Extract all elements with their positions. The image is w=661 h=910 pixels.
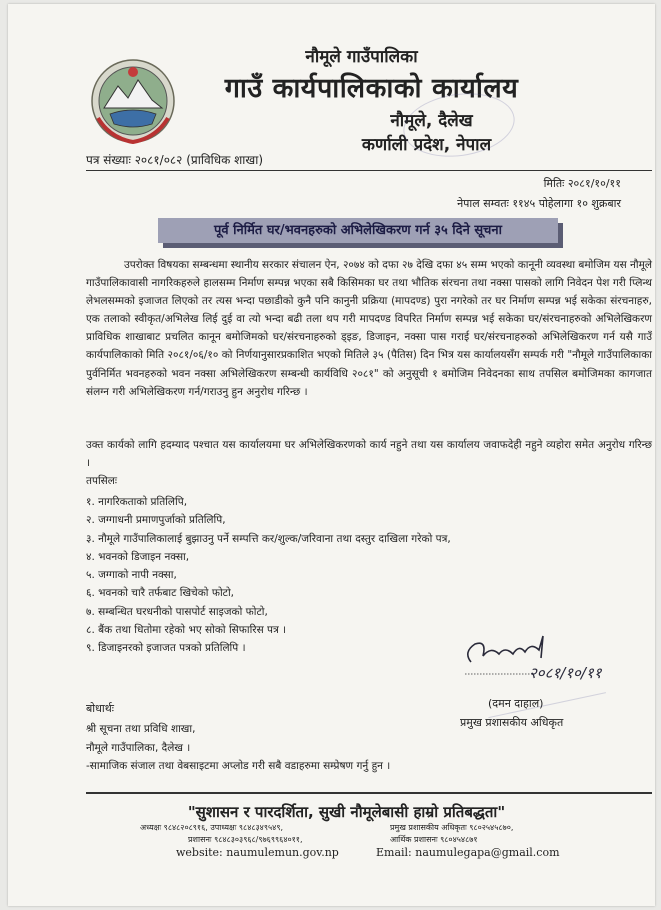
- body-paragraph-1: उपरोक्त विषयका सम्बन्धमा स्थानीय सरकार संचालन ऐन, २०७४ को दफा २७ देखि दफा ४५ सम्म भएको कानूनी व्यवस्था बमोजिम यस नौमूले गाउँपालिकावासी नागरिकहरुले हालसम्म निर्माण सम्पन्न भएका सबै किसिमका घर तथा भौतिक संरचना तथा नक्सा पासको लागि निवेदन पेश गरी प्लिन्थ लेभलसम्मको इजाजत लिएको तर त्यस भन्दा पछाडीको कुनै पनि कानुनी प्रक्रिया (मापदण्ड) पुरा नगरेको तर घर निर्माण सम्पन्न भई सकेका संरचनाहरु, एक तलाको स्वीकृत/अभिलेख लिई दुई वा त्यो भन्दा बढी तला थप गरी मापदण्ड विपरित निर्माण सम्पन्न भई सकेका घर/संरचनाहरुको अभिलेखिकरण प्राविधिक शाखाबाट प्रचलित कानून बमोजिमको घर/संरचनाहरुको ड्इङ, डिजाइन, नक्सा पास गराई घर/संरचनाहरुको अभिलेखिकरण गर्न यसै गाउँ कार्यपालिकाको मिति २०८१/०६/१० को निर्णयानुसारप्रकाशित भएको मितिले ३५ (पैतिस) दिन भित्र यस कार्यालयसँग सम्पर्क गरी "नौमूले गाउँपालिकाका पुर्वनिर्मित भवनहरुको भवन नक्सा अभिलेखिकरण सम्बन्धी कार्यविधि २०८१" को अनुसूची १ बमोजिम निवेदनका साथ तपसिल बमोजिमका कागजात संलग्न गरी अभिलेखिकरण गर्न/गराउनु हुन अनुरोध गरिन्छ ।: [86, 259, 652, 398]
- signature-date: २०८१/१०/११: [529, 664, 602, 682]
- email-link[interactable]: Email: naumulegapa@gmail.com: [376, 846, 560, 859]
- municipality-name: नौमूले गाउँपालिका: [305, 47, 418, 67]
- office-title: गाउँ कार्यपालिकाको कार्यालय: [224, 73, 519, 104]
- contact-left-2: प्रशासनः ९८४८३०३९६८/९७६९९६४०११,: [188, 835, 303, 844]
- signatory-title: प्रमुख प्रशासकीय अधिकृत: [460, 716, 564, 729]
- footer-motto: "सुशासन र पारदर्शिता, सुखी नौमूलेबासी हाम्रो प्रतिबद्धता": [187, 803, 506, 821]
- contact-right-1: प्रमुख प्रशासकीय अधिकृतः ९८०२५४५८७०,: [390, 823, 514, 832]
- website-link[interactable]: website: naumulemun.gov.np: [176, 846, 339, 859]
- list-item: नौमूले गाउँपालिका, दैलेख ।: [86, 741, 191, 754]
- list-item: ५. जग्गाको नापी नक्सा,: [86, 569, 177, 582]
- letter-date: मितिः २०८१/१०/११: [543, 177, 621, 190]
- signatory-name: (दमन दाहाल): [488, 697, 544, 710]
- list-item: ४. भवनको डिजाइन नक्सा,: [86, 550, 190, 563]
- contact-right-2: आर्थिक प्रशासनः ९८०४५४८७१: [390, 835, 478, 844]
- list-item: श्री सूचना तथा प्रविधि शाखा,: [86, 723, 196, 735]
- footer-divider: [86, 792, 652, 794]
- header-divider: [86, 170, 652, 171]
- bodharth-label: बोधार्थः: [86, 702, 114, 715]
- required-documents-list: [86, 493, 451, 658]
- list-item: -सामाजिक संजाल तथा वेबसाइटमा अप्लोड गरी सबै वडाहरुमा सम्प्रेषण गर्नु हुन ।: [86, 760, 391, 772]
- contact-left-1: अध्यक्षः ९८४८२०८९१६, उपाध्यक्षः ९८४८३४९५४९,: [140, 823, 284, 832]
- notice-title: पूर्व निर्मित घर/भवनहरुको अभिलेखिकरण गर्न ३५ दिने सूचना: [158, 218, 558, 243]
- letter-page: [8, 4, 655, 906]
- bodharth-list: [86, 720, 390, 776]
- list-item: १. नागरिकताको प्रतिलिपि,: [86, 496, 188, 508]
- nepal-sambat-date: नेपाल सम्वतः ११४५ पोहेलागा १० शुक्रबार: [457, 197, 621, 210]
- list-item: ३. नौमूले गाउँपालिकालाई बुझाउनु पर्ने सम्पत्ति कर/शुल्क/जरिवाना तथा दस्तुर दाखिला गरेको पत्र,: [86, 532, 451, 545]
- list-item: ८. बैंक तथा धितोमा रहेको भए सोको सिफारिस पत्र ।: [86, 624, 287, 637]
- office-province: कर्णाली प्रदेश, नेपाल: [361, 135, 492, 155]
- reference-number: पत्र संख्याः २०८१/०८२ (प्राविधिक शाखा): [86, 153, 264, 167]
- list-item: ६. भवनको चारै तर्फबाट खिचेको फोटो,: [86, 587, 235, 600]
- tapasil-label: तपसिलः: [86, 475, 118, 487]
- list-item: ७. सम्बन्धित घरधनीको पासपोर्ट साइजको फोटो,: [86, 605, 268, 618]
- office-location: नौमूले, दैलेख: [390, 111, 473, 131]
- list-item: २. जग्गाधनी प्रमाणपुर्जाको प्रतिलिपि,: [86, 514, 226, 527]
- body-paragraph-2: उक्त कार्यको लागि हदम्याद पश्चात यस कार्यालयमा घर अभिलेखिकरणको कार्य नहुने तथा यस कार्यालय जवाफदेही नहुने व्यहोरा समेत अनुरोध गरिन्छ ।: [86, 439, 652, 470]
- list-item: ९. डिजाइनरको इजाजत पत्रको प्रतिलिपि ।: [86, 642, 246, 655]
- handwritten-signature: [461, 632, 611, 690]
